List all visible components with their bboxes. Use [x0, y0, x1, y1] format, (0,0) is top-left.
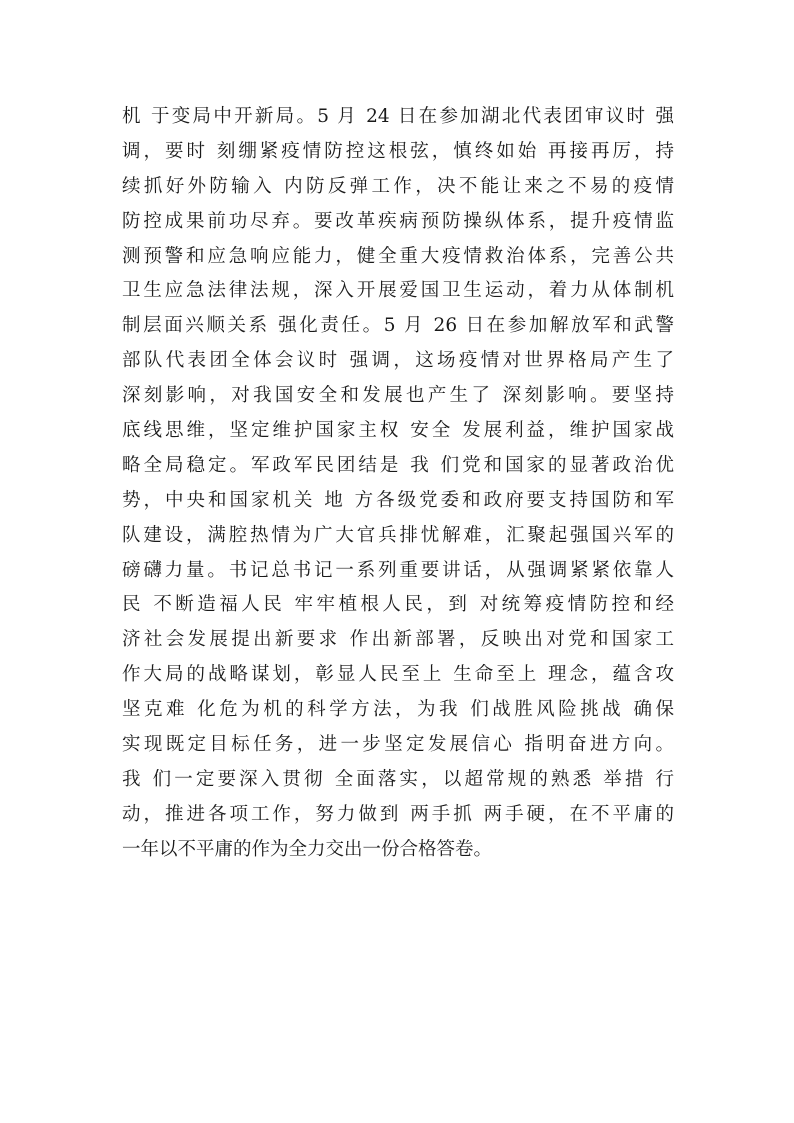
paragraph-line: 续抓好外防输入 内防反弹工作，决不能让来之不易的疫情: [122, 175, 674, 197]
paragraph-line: 磅礴力量。书记总书记一系列重要讲话，从强调紧紧依靠人: [122, 559, 674, 581]
paragraph-line: 制层面兴顺关系 强化责任。5 月 26 日在参加解放军和武警: [122, 315, 674, 337]
paragraph-line: 作大局的战略谋划，彰显人民至上 生命至上 理念，蕴含攻: [122, 664, 674, 686]
paragraph-line: 势，中央和国家机关 地 方各级党委和政府要支持国防和军: [122, 489, 674, 511]
paragraph-line: 坚克难 化危为机的科学方法，为我 们战胜风险挑战 确保: [122, 699, 674, 721]
paragraph-line: 队建设，满腔热情为广大官兵排忧解难，汇聚起强国兴军的: [122, 524, 674, 546]
paragraph-line-last: 一年以不平庸的作为全力交出一份合格答卷。: [122, 838, 493, 860]
paragraph-line: 测预警和应急响应能力，健全重大疫情救治体系，完善公共: [122, 245, 674, 267]
paragraph-line: 调，要时 刻绷紧疫情防控这根弦，慎终如始 再接再厉，持: [122, 140, 674, 162]
paragraph-line: 防控成果前功尽弃。要改革疾病预防操纵体系，提升疫情监: [122, 210, 674, 232]
paragraph-line: 略全局稳定。军政军民团结是 我 们党和国家的显著政治优: [122, 454, 674, 476]
paragraph-line: 机 于变局中开新局。5 月 24 日在参加湖北代表团审议时 强: [122, 106, 674, 127]
paragraph-line: 动，推进各项工作，努力做到 两手抓 两手硬，在不平庸的: [122, 803, 674, 825]
paragraph-line: 部队代表团全体会议时 强调，这场疫情对世界格局产生了: [122, 350, 674, 372]
paragraph-line: 底线思维，坚定维护国家主权 安全 发展利益，维护国家战: [122, 420, 674, 442]
paragraph-line: 我 们一定要深入贯彻 全面落实，以超常规的熟悉 举措 行: [122, 768, 674, 790]
body-paragraph: [122, 100, 674, 868]
paragraph-line: 民 不断造福人民 牢牢植根人民，到 对统筹疫情防控和经: [122, 594, 674, 616]
paragraph-line: 深刻影响，对我国安全和发展也产生了 深刻影响。要坚持: [122, 385, 674, 407]
paragraph-line: 济社会发展提出新要求 作出新部署，反映出对党和国家工: [122, 629, 674, 651]
paragraph-line: 卫生应急法律法规，深入开展爱国卫生运动，着力从体制机: [122, 280, 674, 302]
paragraph-line: 实现既定目标任务，进一步坚定发展信心 指明奋进方向。: [122, 734, 674, 756]
